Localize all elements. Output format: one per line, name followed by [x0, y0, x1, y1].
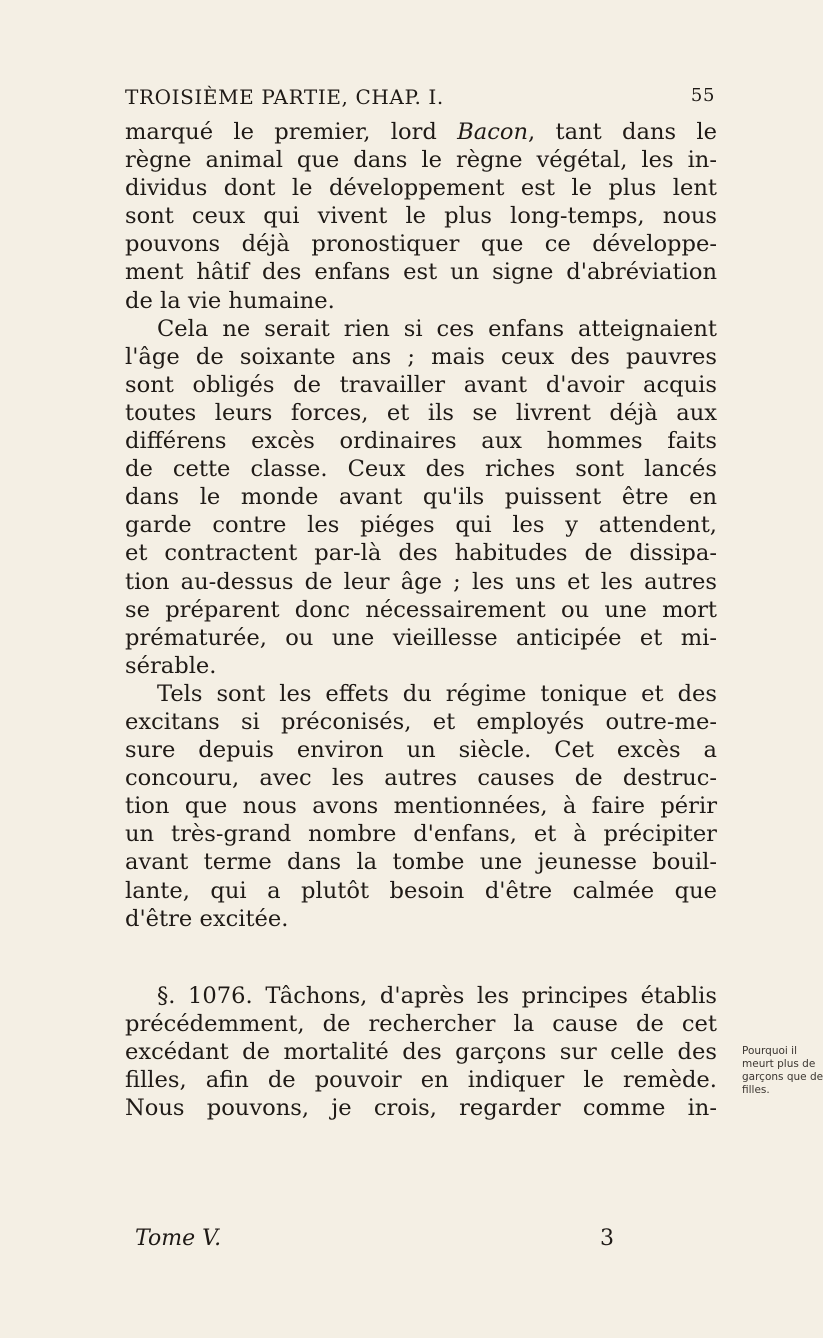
- text-line: tion que nous avons mentionnées, à faire périr: [125, 793, 717, 820]
- text-line: l'âge de soixante ans ; mais ceux des pauvres: [125, 343, 717, 370]
- author-name: Bacon: [457, 119, 529, 145]
- text-line: avant terme dans la tombe une jeunesse bouil-: [125, 849, 717, 876]
- text-line: sont ceux qui vivent le plus long-temps, nous: [125, 203, 717, 230]
- text-line: sérable.: [125, 652, 217, 679]
- margin-note-line: filles.: [742, 1084, 770, 1096]
- running-header: [125, 85, 715, 115]
- text-line: se préparent donc nécessairement ou une mort: [125, 596, 717, 623]
- text-line: sure depuis environ un siècle. Cet excès a: [125, 737, 717, 764]
- text-line-part: , tant dans le: [528, 119, 717, 145]
- paragraph-4: [125, 982, 717, 1122]
- text-line: précédemment, de rechercher la cause de cet: [125, 1010, 717, 1037]
- text-line: Tels sont les effets du régime tonique et des: [157, 680, 717, 707]
- paragraph-2: [125, 315, 717, 680]
- paragraph-3: [125, 680, 717, 933]
- text-line: concouru, avec les autres causes de destruc-: [125, 765, 717, 792]
- section-gap: [125, 933, 717, 982]
- text-line: règne animal que dans le règne végétal, les in-: [125, 147, 717, 174]
- paragraph-1: [125, 118, 717, 315]
- text-line: Nous pouvons, je crois, regarder comme in-: [125, 1095, 717, 1122]
- text-line: de cette classe. Ceux des riches sont lancés: [125, 456, 717, 483]
- text-line: d'être excitée.: [125, 905, 289, 932]
- text-line: et contractent par-là des habitudes de dissipa-: [125, 540, 717, 567]
- margin-note-line: meurt plus de: [742, 1058, 816, 1070]
- text-line: ment hâtif des enfans est un signe d'abréviation: [125, 259, 717, 286]
- margin-note-line: Pourquoi il: [742, 1045, 798, 1057]
- text-line: différens excès ordinaires aux hommes faits: [125, 428, 717, 455]
- page-number: 55: [690, 85, 715, 106]
- margin-note-line: garçons que de: [742, 1071, 823, 1083]
- text-line: un très-grand nombre d'enfans, et à précipiter: [125, 821, 717, 848]
- text-line: prématurée, ou une vieillesse anticipée et mi-: [125, 624, 717, 651]
- text-line: excitans si préconisés, et employés outre-me-: [125, 708, 717, 735]
- body-text: [125, 118, 717, 1122]
- text-line: Cela ne serait rien si ces enfans atteignaient: [157, 315, 717, 342]
- header-title: TROISIÈME PARTIE, CHAP. I.: [125, 85, 444, 109]
- text-line: toutes leurs forces, et ils se livrent déjà aux: [125, 399, 717, 426]
- text-line: excédant de mortalité des garçons sur celle des: [125, 1038, 717, 1065]
- text-line: lante, qui a plutôt besoin d'être calmée que: [125, 877, 717, 904]
- text-line: dans le monde avant qu'ils puissent être en: [125, 484, 717, 511]
- text-line: sont obligés de travailler avant d'avoir acquis: [125, 371, 717, 398]
- text-line-part: marqué le premier, lord: [125, 119, 437, 145]
- volume-signature: Tome V.: [135, 1226, 222, 1251]
- text-line: tion au-dessus de leur âge ; les uns et les autres: [125, 568, 717, 595]
- text-line: §. 1076. Tâchons, d'après les principes établis: [157, 982, 717, 1009]
- text-line: de la vie humaine.: [125, 287, 335, 314]
- text-line: [125, 118, 717, 146]
- text-line: filles, afin de pouvoir en indiquer le remède.: [125, 1067, 717, 1093]
- text-line: garde contre les piéges qui les y attendent,: [125, 512, 717, 539]
- margin-note: [742, 1045, 823, 1097]
- text-line: dividus dont le développement est le plus lent: [125, 175, 717, 202]
- signature-mark: 3: [600, 1226, 614, 1251]
- text-line: pouvons déjà pronostiquer que ce développe-: [125, 231, 717, 258]
